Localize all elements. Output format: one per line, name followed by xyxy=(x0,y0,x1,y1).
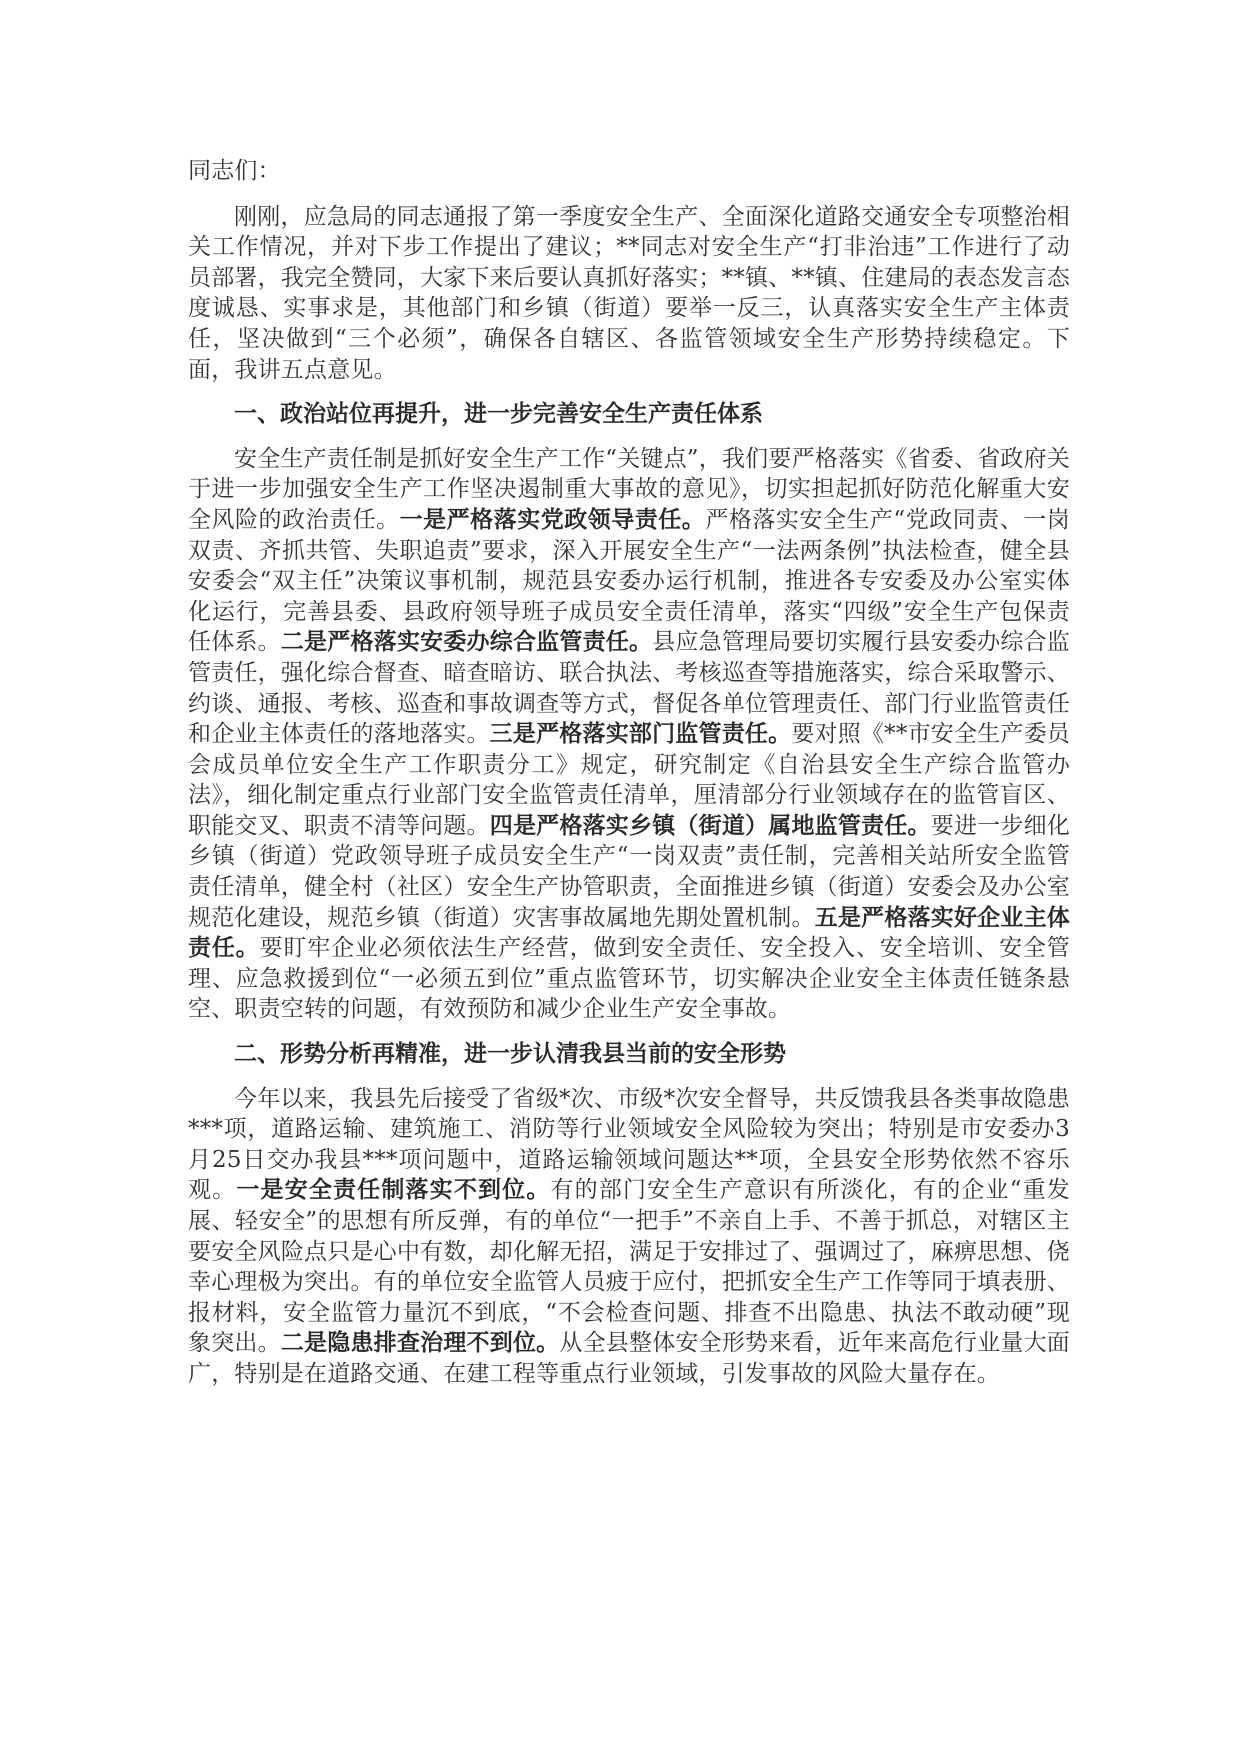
text-run: 有的部门安全生产意识有所淡化，有的企业“重发展、轻安全”的思想有所反弹，有的单位“一把手”不亲自上手、不善于抓总，对辖区主要安全风险点只是心中有数，却化解无招，满足于安排过了、强调过了，麻痹思想、侥幸心理极为突出。有的单位安全监管人员疲于应付，把抓安全生产工作等同于填表册、报材料，安全监管力量沉不到底，“不会检查问题、排查不出隐患、执法不敢动硬”现象突出。 xyxy=(188,1177,1070,1357)
section-heading-1: 一、政治站位再提升，进一步完善安全生产责任体系 xyxy=(234,400,763,428)
section-1-paragraph xyxy=(188,444,1070,1025)
bold-point-1: 一是严格落实党政领导责任。 xyxy=(399,505,706,533)
section-2-paragraph xyxy=(188,1084,1070,1390)
text-run: 安全生产责任制是抓好安全生产工作“关键点”，我们要严格落实《省委、省政府关于进一步加强安全生产工作坚决遏制重大事故的意见》，切实担起抓好防范化解重大安全风险的政治责任。 xyxy=(188,445,1070,533)
intro-paragraph: 刚刚，应急局的同志通报了第一季度安全生产、全面深化道路交通安全专项整治相关工作情况，并对下步工作提出了建议；**同志对安全生产“打非治违”工作进行了动员部署，我完全赞同，大家下来后要认真抓好落实；**镇、**镇、住建局的表态发言态度诚恳、实事求是，其他部门和乡镇（街道）要举一反三，认真落实安全生产主体责任，坚决做到“三个必须”，确保各自辖区、各监管领域安全生产形势持续稳定。下面，我讲五点意见。 xyxy=(188,203,1070,383)
text-run: 今年以来，我县先后接受了省级*次、市级*次安全督导，共反馈我县各类事故隐患***项，道路运输、建筑施工、消防等行业领域安全风险较为突出；特别是市安委办3月25日交办我县***项问题中，道路运输领域问题达**项，全县安全形势依然不容乐观。 xyxy=(188,1085,1070,1204)
text-run: 从全县整体安全形势来看，近年来高危行业量大面广，特别是在道路交通、在建工程等重点行业领域，引发事故的风险大量存在。 xyxy=(188,1330,1070,1387)
section-heading-2: 二、形势分析再精准，进一步认清我县当前的安全形势 xyxy=(234,1040,786,1068)
salutation: 同志们： xyxy=(188,158,281,184)
bold-point-1: 一是安全责任制落实不到位。 xyxy=(236,1176,551,1204)
document-page xyxy=(188,156,1070,1390)
bold-point-3: 三是严格落实部门监管责任。 xyxy=(489,720,792,748)
bold-point-2: 二是隐患排查治理不到位。 xyxy=(280,1329,560,1357)
text-run: 县应急管理局要切实履行县安委办综合监管责任，强化综合督查、暗查暗访、联合执法、考核巡查等措施落实，综合采取警示、约谈、通报、考核、巡查和事故调查等方式，督促各单位管理责任、部门行业监管责任和企业主体责任的落地落实。 xyxy=(188,629,1070,748)
text-run: 要进一步细化乡镇（街道）党政领导班子成员安全生产“一岗双责”责任制，完善相关站所安全监管责任清单，健全村（社区）安全生产协管职责，全面推进乡镇（街道）安委会及办公室规范化建设，规范乡镇（街道）灾害事故属地先期处置机制。 xyxy=(188,812,1070,931)
text-run: 要对照《**市安全生产委员会成员单位安全生产工作职责分工》规定，研究制定《自治县安全生产综合监管办法》，细化制定重点行业部门安全监管责任清单，厘清部分行业领域存在的监管盲区、职能交叉、职责不清等问题。 xyxy=(188,721,1070,839)
bold-point-4: 四是严格落实乡镇（街道）属地监管责任。 xyxy=(489,811,931,839)
bold-point-5: 五是严格落实好企业主体责任。 xyxy=(188,903,1070,962)
text-run: 严格落实安全生产“党政同责、一岗双责、齐抓共管、失职追责”要求，深入开展安全生产“一法两条例”执法检查，健全县安委会“双主任”决策议事机制，规范县安委办运行机制，推进各专安委及办公室实体化运行，完善县委、县政府领导班子成员安全责任清单，落实“四级”安全生产包保责任体系。 xyxy=(188,506,1070,656)
text-run: 要盯牢企业必须依法生产经营，做到安全责任、安全投入、安全培训、安全管理、应急救援到位“一必须五到位”重点监管环节，切实解决企业安全主体责任链条悬空、职责空转的问题，有效预防和减少企业生产安全事故。 xyxy=(188,935,1070,1023)
bold-point-2: 二是严格落实安委办综合监管责任。 xyxy=(280,628,653,656)
